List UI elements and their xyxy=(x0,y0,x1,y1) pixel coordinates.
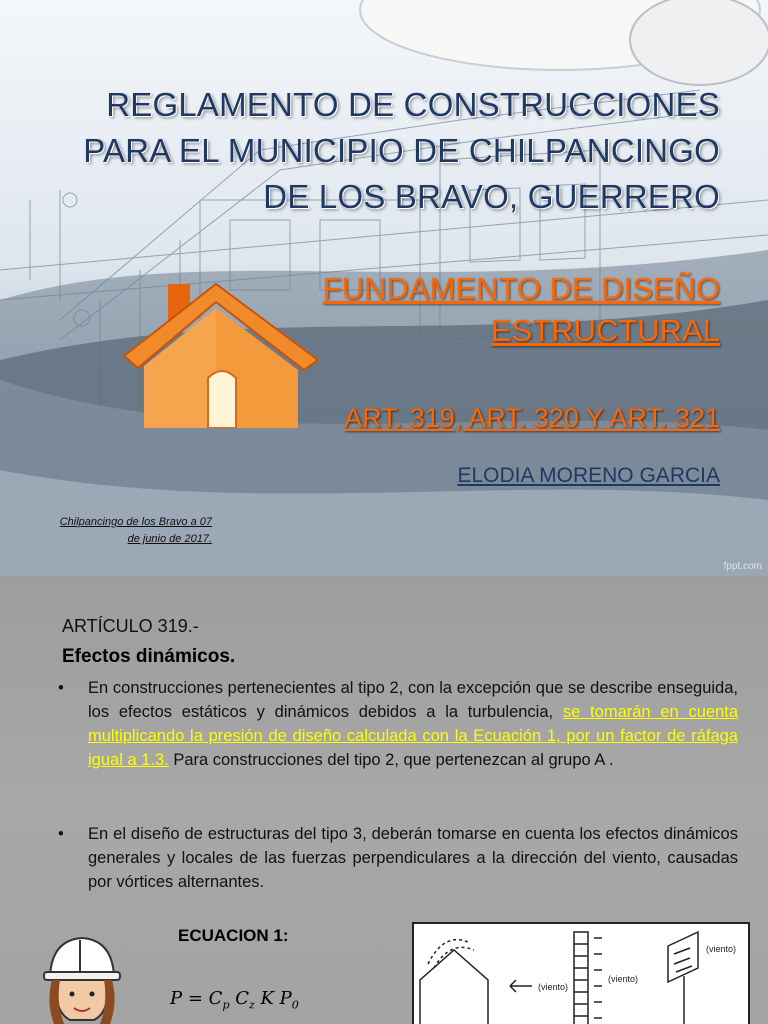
equation-formula xyxy=(170,988,299,1012)
wind-diagram-drawing xyxy=(414,924,748,1024)
bullet-marker: • xyxy=(58,825,64,843)
slide-subtitle: FUNDAMENTO DE DISEÑO ESTRUCTURAL xyxy=(322,271,720,348)
equation-part: C xyxy=(208,988,223,1009)
bullet-item xyxy=(58,822,738,894)
articles-label: ART. 319, ART. 320 Y ART. 321 xyxy=(344,403,720,433)
equation-label: ECUACION 1: xyxy=(178,926,289,945)
bullet-text-post: Para construcciones del tipo 2, que pertenezcan al grupo A . xyxy=(168,751,614,769)
diagram-label-middle: (viento) xyxy=(608,974,639,984)
slide-title: REGLAMENTO DE CONSTRUCCIONES PARA EL MUNICIPIO DE CHILPANCINGO DE LOS BRAVO, GUERRERO xyxy=(83,86,720,215)
diagram-label-left: (viento) xyxy=(538,982,569,992)
article-subheading: Efectos dinámicos. xyxy=(62,646,236,667)
equation-part: C xyxy=(229,988,249,1009)
bullet-text xyxy=(88,676,738,772)
watermark: fppt.com xyxy=(723,561,762,572)
equation-part: = xyxy=(182,988,209,1009)
equation-part: P xyxy=(170,988,183,1009)
diagram-label-right: (viento) xyxy=(706,944,737,954)
equation-part: K P xyxy=(254,988,292,1009)
bullet-text: En el diseño de estructuras del tipo 3, deberán tomarse en cuenta los efectos dinámicos generales y locales de las fuerzas perpendiculares a la dirección del viento, causadas por vórtices alternantes. xyxy=(88,825,738,891)
wind-diagram xyxy=(412,922,750,1024)
equation-subscript: 0 xyxy=(291,998,299,1012)
location-date: Chilpancingo de los Bravo a 07 de junio de 2017. xyxy=(59,516,212,545)
article-heading: ARTÍCULO 319.- xyxy=(62,616,199,636)
equation-subscript: z xyxy=(248,998,255,1012)
bullet-text-pre: En construcciones pertenecientes al tipo 2, con la excepción que se describe enseguida, los efectos estáticos y dinámicos debidos a la turbulencia, xyxy=(88,679,738,721)
author-name: ELODIA MORENO GARCIA xyxy=(457,464,720,487)
content-slide xyxy=(0,576,768,1024)
highlighted-text: se tomarán en cuenta multiplicando la presión de diseño calculada con la Ecuación 1, por un factor de ráfaga igual a 1.3. xyxy=(88,703,738,769)
bullet-marker: • xyxy=(58,679,64,697)
worker-illustration xyxy=(36,932,126,1024)
equation-subscript: p xyxy=(222,998,230,1012)
bullet-item xyxy=(58,676,738,772)
